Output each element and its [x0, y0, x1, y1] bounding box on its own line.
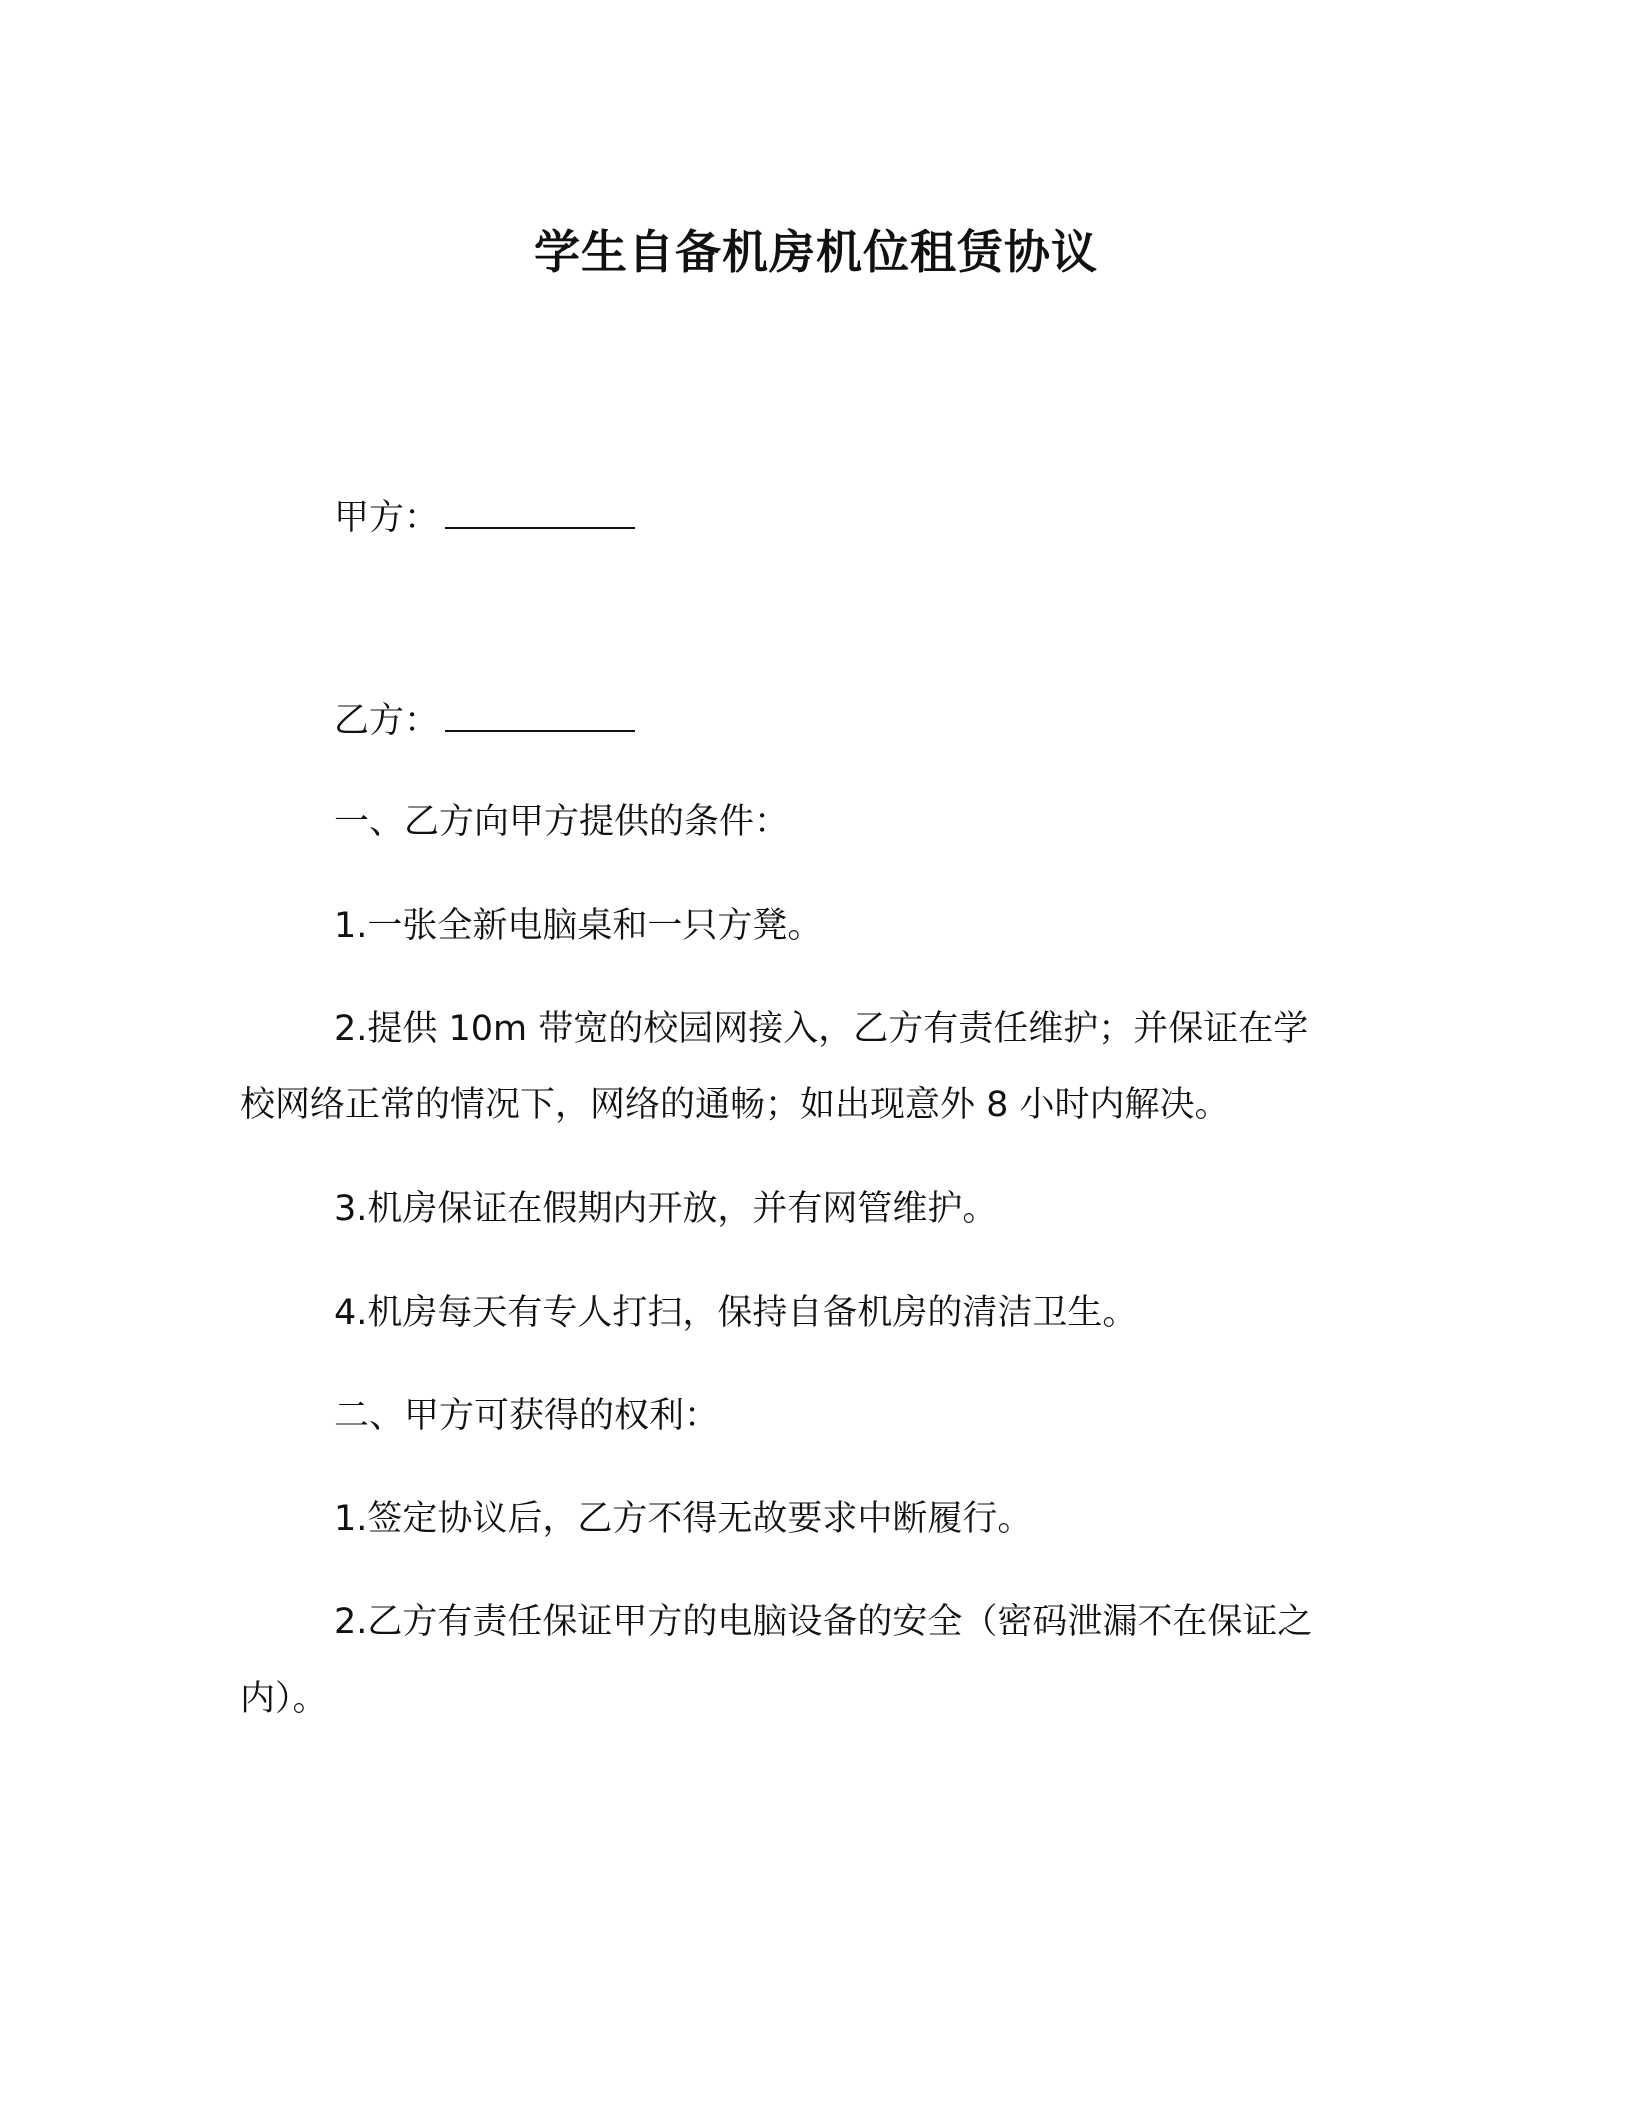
section-2-heading: 二、甲方可获得的权利： [334, 1396, 720, 1436]
section-1-item-3: 3.机房保证在假期内开放，并有网管维护。 [334, 1189, 998, 1229]
party-a-field [334, 493, 635, 543]
party-b-field [334, 696, 635, 746]
section-1-item-2-line-2: 校网络正常的情况下，网络的通畅；如出现意外 8 小时内解决。 [240, 1085, 1230, 1125]
section-1-item-2-line-1: 2.提供 10m 带宽的校园网接入，乙方有责任维护；并保证在学 [334, 1009, 1309, 1049]
section-1-heading: 一、乙方向甲方提供的条件： [334, 802, 790, 842]
section-1-item-1: 1.一张全新电脑桌和一只方凳。 [334, 906, 823, 946]
document-title: 学生自备机房机位租赁协议 [534, 225, 1098, 279]
party-a-label: 甲方： [334, 498, 440, 538]
party-b-blank [445, 696, 635, 732]
section-2-item-2-line-1: 2.乙方有责任保证甲方的电脑设备的安全（密码泄漏不在保证之 [334, 1602, 1313, 1642]
party-b-label: 乙方： [334, 701, 440, 741]
section-2-item-1: 1.签定协议后，乙方不得无故要求中断履行。 [334, 1499, 1033, 1539]
party-a-blank [445, 493, 635, 529]
section-2-item-2-line-2: 内）。 [240, 1679, 328, 1719]
section-1-item-4: 4.机房每天有专人打扫，保持自备机房的清洁卫生。 [334, 1293, 1138, 1333]
